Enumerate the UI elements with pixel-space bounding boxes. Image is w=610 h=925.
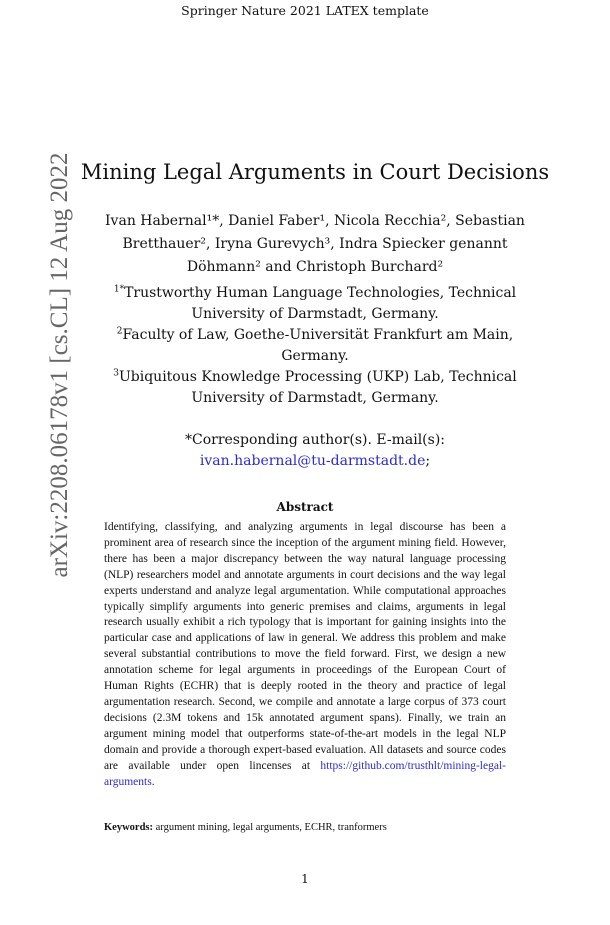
author-list xyxy=(90,210,540,279)
paper-title: Mining Legal Arguments in Court Decisions xyxy=(80,160,550,184)
page-number: 1 xyxy=(301,872,309,886)
affiliation-mark: 3 xyxy=(113,368,119,379)
affiliations xyxy=(100,283,530,409)
affiliation xyxy=(100,283,530,325)
abstract-body xyxy=(104,520,506,790)
author-line: Ivan Habernal¹*, Daniel Faber¹, Nicola Recchia², Sebastian xyxy=(105,213,525,229)
arxiv-identifier: arXiv:2208.06178v1 [cs.CL] 12 Aug 2022 xyxy=(46,152,73,578)
affiliation-mark: 2 xyxy=(116,326,123,337)
email-suffix: ; xyxy=(425,453,431,469)
abstract-text: Identifying, classifying, and analyzing arguments in legal discourse has been a prominent area of research since the inception of the argument mining field. However, there has been a major discrepancy between the way natural language processing (NLP) researchers model and annotate arguments in court decisions and the way legal experts understand and analyze legal argumentation. While computational approaches typically simplify arguments into generic premises and claims, arguments in legal research usually exhibit a rich typology that is important for gaining insights into the particular case and applications of law in general. We address this problem and make several substantial contributions to move the field forward. First, we design a new annotation scheme for legal arguments in proceedings of the European Court of Human Rights (ECHR) that is deeply rooted in the theory and practice of legal argumentation research. Second, we compile and annotate a large corpus of 373 court decisions (2.3M tokens and 15k annotated argument spans). Finally, we train an argument mining model that outperforms state-of-the-art models in the legal NLP domain and provide a thorough expert-based evaluation. All datasets and source codes are available under open lincenses at xyxy=(104,521,506,772)
affiliation xyxy=(100,325,530,367)
github-link[interactable]: https://github.com/trusthlt/mining-legal-arguments xyxy=(104,759,506,788)
corresponding-author xyxy=(60,430,570,472)
keywords-text: argument mining, legal arguments, ECHR, tranformers xyxy=(153,822,387,833)
email-link[interactable]: ivan.habernal@tu-darmstadt.de xyxy=(199,453,426,469)
abstract-end: . xyxy=(151,775,155,788)
author-line: Bretthauer², Iryna Gurevych³, Indra Spiecker genannt xyxy=(122,236,508,252)
affiliation-mark: 1* xyxy=(113,284,125,295)
keywords xyxy=(104,822,524,833)
keywords-label: Keywords: xyxy=(104,822,153,833)
author-line: Döhmann² and Christoph Burchard² xyxy=(186,259,444,275)
abstract-heading: Abstract xyxy=(276,500,334,514)
affiliation xyxy=(100,367,530,409)
affiliation-text: Ubiquitous Knowledge Processing (UKP) Lab, Technical University of Darmstadt, Germany. xyxy=(118,369,517,406)
running-header: Springer Nature 2021 LATEX template xyxy=(181,3,429,18)
affiliation-text: Trustworthy Human Language Technologies, Technical University of Darmstadt, Germany. xyxy=(124,285,517,322)
corresponding-label: *Corresponding author(s). E-mail(s): xyxy=(184,432,446,448)
affiliation-text: Faculty of Law, Goethe-Universität Frankfurt am Main, Germany. xyxy=(122,327,514,364)
